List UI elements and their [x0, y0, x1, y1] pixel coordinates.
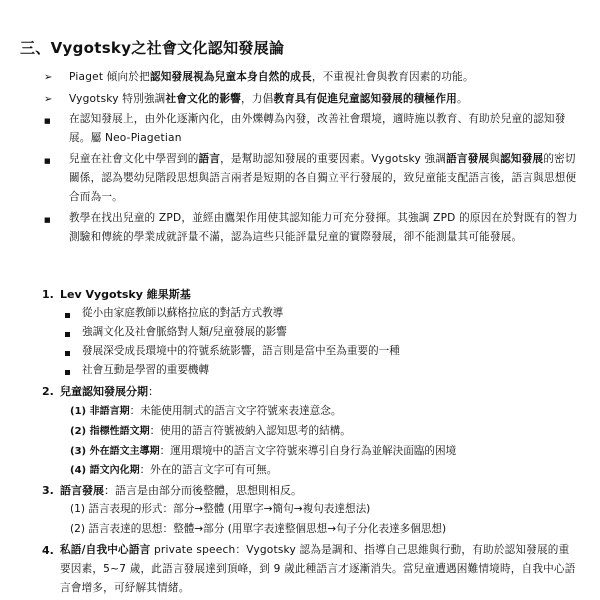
section-2-item: (4) 語文內化期：外在的語言文字可有可無。 — [70, 464, 278, 476]
section-1-item: 強調文化及社會脈絡對人類/兒童發展的影響 — [82, 326, 287, 338]
square-bullet-icon: ■ — [44, 157, 51, 165]
section-3-item: (2) 語言表達的思想：整體→部分 (用單字表達整個思想→句子分化表達多個思想) — [70, 523, 447, 535]
square-bullet-icon — [65, 332, 70, 337]
section-1-item: 發展深受成長環境中的符號系統影響，語言則是當中至為重要的一種 — [82, 345, 400, 357]
arrow-bullet-icon: ➢ — [44, 94, 53, 105]
square-bullet-icon: ■ — [44, 117, 51, 125]
section-1-heading: 1. Lev Vygotsky 維果斯基 — [42, 288, 191, 301]
square-bullet-icon — [65, 351, 70, 356]
square-bullet-icon: ■ — [44, 216, 51, 224]
section-2-item: (3) 外在語文主導期：運用環境中的語言文字符號來導引自身行為並解決面臨的困境 — [70, 445, 457, 457]
section-1-item: 從小由家庭教師以蘇格拉底的對話方式教導 — [82, 307, 284, 319]
intro-bullet-1: Piaget 傾向於把認知發展視為兒童本身自然的成長，不重視社會與教育因素的功能。 — [69, 71, 474, 83]
section-4-heading: 4. — [42, 544, 54, 557]
intro-bullet-4: 兒童在社會文化中學習到的語言，是幫助認知發展的重要因素。Vygotsky 強調語言發展與認知發展的密切關係，認為嬰幼兒階段思想與語言兩者是短期的各自獨立平行發展的，致兒童能支配語言後，語言與思想便合而為一。 — [69, 153, 577, 203]
section-title: 三、Vygotsky之社會文化認知發展論 — [20, 39, 285, 57]
section-3-heading: 3. 語言發展：語言是由部分而後整體，思想則相反。 — [42, 484, 302, 497]
square-bullet-icon — [65, 370, 70, 375]
intro-bullet-3: 在認知發展上，由外化逐漸內化，由外爍轉為內發，改善社會環境，適時施以教育、有助於兒童的認知發展。屬 Neo-Piagetian — [69, 113, 566, 144]
section-2-heading: 2. 兒童認知發展分期： — [42, 385, 159, 398]
section-2-item: (2) 指標性語文期：使用的語言符號被納入認知思考的結構。 — [70, 425, 351, 437]
section-4-text: 私語/自我中心語言 private speech：Vygotsky 認為是調和、指導自己思維與行動，有助於認知發展的重要因素，5~7 歲，此語言發展達到頂峰，到 9 歲此種語言才逐漸消失。當兒童遭遇困難情境時，自我中心語言會增多，可紓解其情緒。 — [60, 544, 576, 594]
section-1-item: 社會互動是學習的重要機轉 — [82, 364, 210, 376]
arrow-bullet-icon: ➢ — [44, 72, 53, 83]
intro-bullet-2: Vygotsky 特別強調社會文化的影響，力倡教育具有促進兒童認知發展的積極作用。 — [69, 93, 468, 105]
intro-bullet-5: 教學在找出兒童的 ZPD，並經由鷹架作用使其認知能力可充分發揮。其強調 ZPD 的原因在於對既有的智力測驗和傳統的學業成就評量不滿，認為這些只能評量兒童的實際發展，卻不能測量其可能發展。 — [69, 212, 578, 243]
section-2-item: (1) 非語言期：未能使用制式的語言文字符號來表達意念。 — [70, 405, 342, 417]
section-3-item: (1) 語言表現的形式：部分→整體 (用單字→簡句→複句表達想法) — [70, 503, 371, 515]
square-bullet-icon — [65, 313, 70, 318]
